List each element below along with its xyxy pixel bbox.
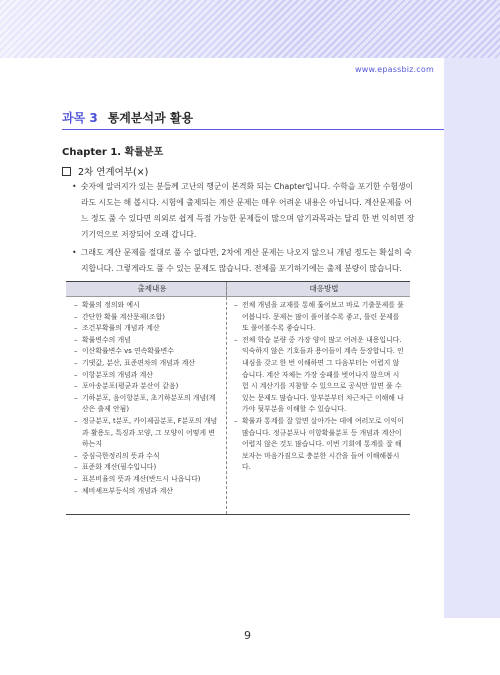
bullet-dot-icon: • xyxy=(72,182,77,191)
list-item: – 표준화 계산(필수입니다) xyxy=(74,463,157,472)
table-left-column xyxy=(74,300,220,497)
list-item: – 중심극한정리의 뜻과 수식 xyxy=(74,451,160,460)
table-column-divider xyxy=(226,282,227,514)
right-side-bar-lower xyxy=(444,618,500,675)
table-header-content: 출제내용 xyxy=(137,284,167,293)
page-number: 9 xyxy=(244,629,251,642)
list-item: – 확률과 통계를 잘 알면 살아가는 데에 여러모로 이익이 많습니다. 정규분포나 이항확률분포 등 개념과 계산이 어렵지 않은 것도 많습니다. 이번 기회에 통계를 잘 해 보자는 마음가짐으로 충분한 시간을 들여 이해해봅시다. xyxy=(234,416,404,472)
list-item: – 이항분포의 개념과 계산 xyxy=(74,370,153,379)
list-item: – 정규분포, t분포, 카이제곱분포, F분포의 개념과 활용도, 특징과 모양, 그 모양이 어떻게 변하는지 xyxy=(74,416,218,449)
subject-number: 과목 3 xyxy=(62,111,98,125)
subject-title: 통계분석과 활용 xyxy=(107,111,194,125)
subject-header xyxy=(62,109,444,126)
table-header-method: 대응방법 xyxy=(309,284,339,293)
right-side-bar xyxy=(444,58,500,618)
list-item: – 조건부확률의 개념과 계산 xyxy=(74,324,160,333)
bullet-dot-icon: • xyxy=(72,248,77,257)
website-url: www.epassbiz.com xyxy=(354,65,434,74)
chapter-title: Chapter 1. 확률분포 xyxy=(62,147,164,158)
list-item: – 확률변수의 개념 xyxy=(74,335,131,344)
checkbox-icon xyxy=(62,167,71,176)
subject-underline xyxy=(62,129,444,130)
bullet-paragraph-1 xyxy=(72,179,417,243)
section-title: 2차 연계여부(×) xyxy=(78,167,149,178)
table-right-column xyxy=(234,300,404,474)
list-item: – 전체 학습 분량 중 가장 양이 많고 어려운 내용입니다. 익숙하지 않은 기호들과 용어들이 계속 등장합니다. 인내심을 갖고 한 번 이해하면 그 다음부터는 어렵지 않습니다. 계산 자체는 가장 숭패를 벗어나지 않으며 시험 시 계산기를 지참할 수 있으므로 공식만 알면 풀 수 있는 문제도 많습니다. 앞부분부터 차근차근 이해해 나가야 뒷부분을 이해할 수 있습니다. xyxy=(234,335,404,414)
study-table xyxy=(66,281,410,515)
list-item: – 확률의 정의와 예시 xyxy=(74,301,140,309)
list-item: – 기하분포, 음이항분포, 초기하분포의 개념(계산은 출제 안됨) xyxy=(74,393,216,414)
section-heading xyxy=(62,164,148,178)
list-item: – 전체 개념을 교재를 통해 훑어보고 바로 기출문제를 풀어봅니다. 문제는 많이 풀어볼수록 좋고, 틀린 문제를 또 풀어볼수록 좋습니다. xyxy=(234,301,404,333)
list-item: – 기댓값, 분산, 표준편차의 개념과 계산 xyxy=(74,358,195,367)
bullet-text-1: 숫자에 알러지가 있는 분들께 고난의 행군이 본격화 되는 Chapter입니다. 수학을 포기한 수험생이라도 시도는 해 봅시다. 시험에 출제되는 계산 문제는 매우 어려운 내용은 아닙니다. 계산문제를 어느 정도 풀 수 있다면 의외로 쉽게 득점 가능한 문제들이 많으며 암기과목과는 달리 한 번 익히면 장기기억으로 저장되어 오래 갑니다. xyxy=(81,182,415,239)
list-item: – 이산확률변수 vs 연속확률변수 xyxy=(74,347,174,356)
bullet-text-2: 그래도 계산 문제를 절대로 풀 수 없다면, 2차에 계산 문제는 나오지 않으니 개념 정도는 확실히 숙지합니다. 그렇게라도 풀 수 있는 문제도 많습니다. 전체를 포기하기에는 출제 분량이 많습니다. xyxy=(81,248,412,273)
list-item: – 체비셰프부등식의 개념과 계산 xyxy=(74,486,173,495)
top-band-fade xyxy=(0,0,500,58)
list-item: – 포아송분포(평균과 분산이 같음) xyxy=(74,382,179,391)
list-item: – 간단한 확률 계산문제(조합) xyxy=(74,312,165,321)
list-item: – 표본비율의 뜻과 계산(반드시 나옵니다) xyxy=(74,474,201,483)
bullet-paragraph-2 xyxy=(72,245,417,277)
table-header-row xyxy=(66,282,410,297)
